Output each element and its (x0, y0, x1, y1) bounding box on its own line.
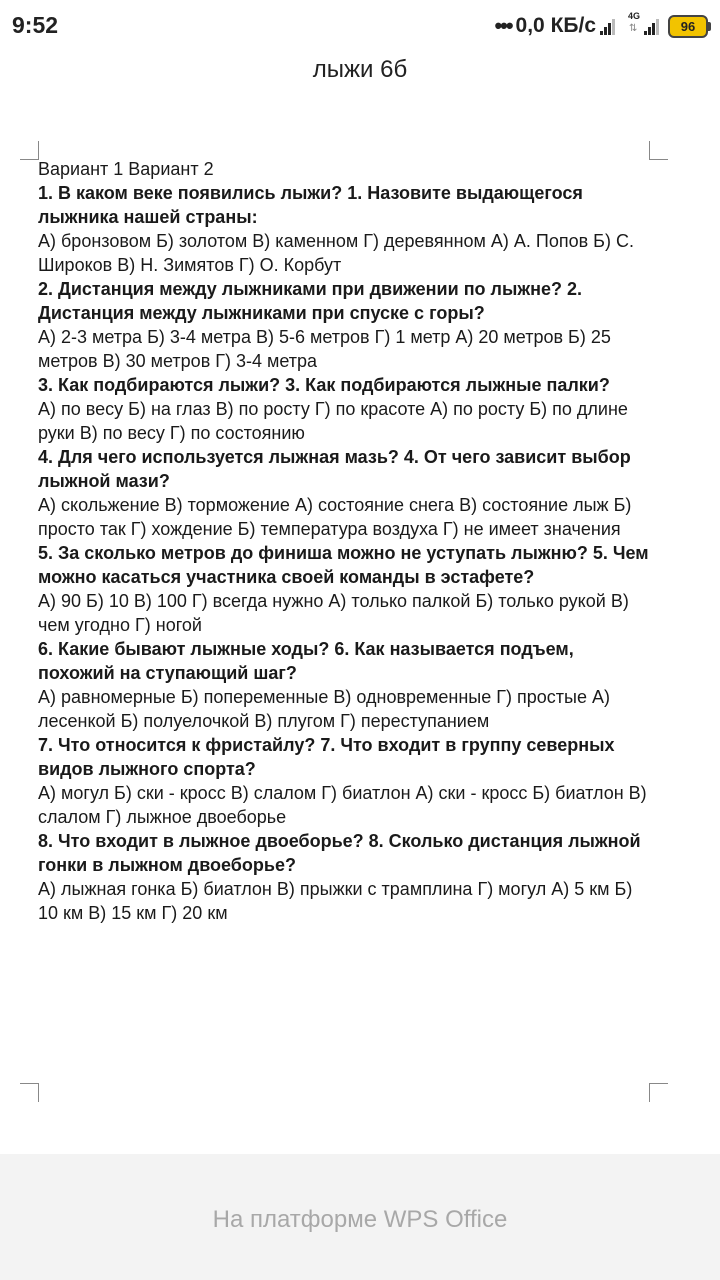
text-line: А) бронзовом Б) золотом В) каменном Г) деревянном А) А. Попов Б) С. Широков В) Н. Зимятов Г) О. Корбут (38, 231, 634, 275)
question-line: 3. Как подбираются лыжи? 3. Как подбираются лыжные палки? (38, 375, 610, 395)
text-line: А) лыжная гонка Б) биатлон В) прыжки с трамплина Г) могул А) 5 км Б) 10 км В) 15 км Г) 20 км (38, 879, 633, 923)
text-line: А) могул Б) ски - кросс В) слалом Г) биатлон А) ски - кросс Б) биатлон В) слалом Г) лыжное двоеборье (38, 783, 647, 827)
question-line: 7. Что относится к фристайлу? 7. Что входит в группу северных видов лыжного спорта? (38, 735, 615, 779)
question-line: 4. Для чего используется лыжная мазь? 4. От чего зависит выбор лыжной мази? (38, 447, 631, 491)
network-type-indicator (628, 11, 641, 37)
status-time: 9:52 (12, 12, 59, 38)
question-line: 8. Что входит в лыжное двоеборье? 8. Сколько дистанция лыжной гонки в лыжном двоеборье? (38, 831, 641, 875)
text-line: Вариант 1 Вариант 2 (38, 159, 214, 179)
question-line: 6. Какие бывают лыжные ходы? 6. Как называется подъем, похожий на ступающий шаг? (38, 639, 574, 683)
page-corner-mark-bottom-right (649, 1083, 668, 1102)
question-line: 5. За сколько метров до финиша можно не уступать лыжню? 5. Чем можно касаться участника своей команды в эстафете? (38, 543, 649, 587)
footer-platform-text: На платформе WPS Office (212, 1206, 508, 1233)
text-line: А) 2-3 метра Б) 3-4 метра В) 5-6 метров Г) 1 метр А) 20 метров Б) 25 метров В) 30 метров Г) 3-4 метра (38, 327, 611, 371)
footer-bar (0, 1154, 720, 1280)
document-body[interactable] (38, 157, 653, 925)
text-line: А) 90 Б) 10 В) 100 Г) всегда нужно А) только палкой Б) только рукой В) чем угодно Г) ногой (38, 591, 629, 635)
question-line: 1. В каком веке появились лыжи? 1. Назовите выдающегося лыжника нашей страны: (38, 183, 583, 227)
status-indicators (494, 12, 708, 40)
text-line: А) по весу Б) на глаз В) по росту Г) по красоте А) по росту Б) по длине руки В) по весу Г) по состоянию (38, 399, 628, 443)
status-bar (0, 0, 720, 52)
network-type-label: 4G (628, 11, 641, 21)
notification-dots-icon: ••• (494, 13, 512, 38)
network-speed: 0,0 КБ/с (515, 14, 596, 37)
signal-strength-icon (600, 17, 616, 35)
document-title: лыжи 6б (312, 56, 408, 83)
page-corner-mark-top-left (20, 141, 39, 160)
question-line: 2. Дистанция между лыжниками при движении по лыжне? 2. Дистанция между лыжниками при спуске с горы? (38, 279, 583, 323)
data-arrows-icon: ⇅ (629, 23, 638, 34)
battery-level: 96 (680, 18, 696, 34)
battery-icon (668, 15, 708, 38)
signal-strength-icon-2 (644, 17, 660, 35)
text-line: А) равномерные Б) попеременные В) одновременные Г) простые А) лесенкой Б) полуелочкой В) плугом Г) переступанием (38, 687, 610, 731)
text-line: А) скольжение В) торможение А) состояние снега В) состояние лыж Б) просто так Г) хождение Б) температура воздуха Г) не имеет значения (38, 495, 632, 539)
page-corner-mark-bottom-left (20, 1083, 39, 1102)
